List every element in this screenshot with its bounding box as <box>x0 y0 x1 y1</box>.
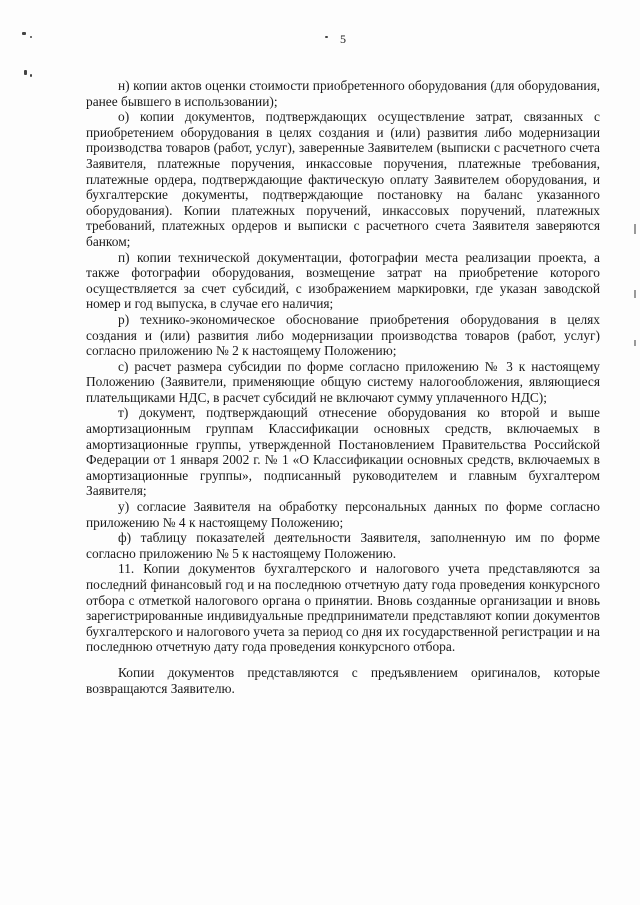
paragraph-o: о) копии документов, подтверждающих осуществление затрат, связанных с приобретением оборудования в целях создания и (или) развития либо модернизации производства товаров (работ, услуг), заверенные Заявителем (выписки с расчетного счета Заявителя, платежные поручения, инкассовые поручения, платежные требования, платежные ордера, подтверждающие фактическую оплату Заявителем оборудования, и бухгалтерские документы, подтверждающие постановку на баланс указанного оборудования). Копии платежных поручений, инкассовых поручений, платежных требований, платежных ордеров и выписки с расчетного счета Заявителя заверяются банком; <box>86 109 600 249</box>
scan-edge-mark-2 <box>634 290 636 298</box>
paragraph-s: с) расчет размера субсидии по форме согласно приложению № 3 к настоящему Положению (Заявители, применяющие общую систему налогообложения, являющиеся плательщиками НДС, в расчет субсидий не включают сумму уплаченного НДС); <box>86 358 600 405</box>
paragraph-r: р) технико-экономическое обоснование приобретения оборудования в целях создания и (или) развития либо модернизации производства товаров (работ, услуг) согласно приложению № 2 к настоящему Положению; <box>86 311 600 359</box>
paragraph-p: п) копии технической документации, фотографии места реализации проекта, а также фотографии оборудования, возмещение затрат на приобретение которого осуществляется за счет субсидий, с изображением маркировки, где указан заводской номер и год выпуска, в случае его наличия; <box>86 249 600 312</box>
scan-speck-center <box>325 36 328 38</box>
paragraph-n: н) копии актов оценки стоимости приобретенного оборудования (для оборудования, ранее бывшего в использовании); <box>86 78 600 109</box>
scan-speck-top-2 <box>30 36 32 38</box>
scan-speck-top <box>22 32 26 35</box>
paragraph-u: у) согласие Заявителя на обработку персональных данных по форме согласно приложению № 4 к настоящему Положению; <box>86 499 600 530</box>
paragraph-t: т) документ, подтверждающий отнесение оборудования ко второй и выше амортизационным группам Классификации основных средств, включаемых в амортизационные группы, утвержденной Постановлением Правительства Российской Федерации от 1 января 2002 г. № 1 «О Классификации основных средств, включаемых в амортизационные группы», подписанный руководителем и главным бухгалтером Заявителя; <box>86 405 600 499</box>
paragraph-f: ф) таблицу показателей деятельности Заявителя, заполненную им по форме согласно приложению № 5 к настоящему Положению. <box>86 530 600 561</box>
scan-edge-mark-1 <box>634 224 636 234</box>
scan-edge-mark-3 <box>634 340 636 346</box>
scan-speck-left-2 <box>30 74 32 77</box>
paragraph-11: 11. Копии документов бухгалтерского и налогового учета представляются за последний финансовый год и на последнюю отчетную дату года проведения конкурсного отбора с отметкой налогового органа о принятии. Вновь созданные организации и вновь зарегистрированные индивидуальные предприниматели представляют копии документов бухгалтерского и налогового учета за период со дня их государственной регистрации и на последнюю отчетную дату года проведения конкурсного отбора. <box>86 561 600 655</box>
document-body <box>86 78 600 696</box>
page-number: 5 <box>340 32 346 46</box>
scan-speck-left <box>24 70 27 75</box>
paragraph-closing: Копии документов представляются с предъявлением оригиналов, которые возвращаются Заявителю. <box>86 664 600 696</box>
